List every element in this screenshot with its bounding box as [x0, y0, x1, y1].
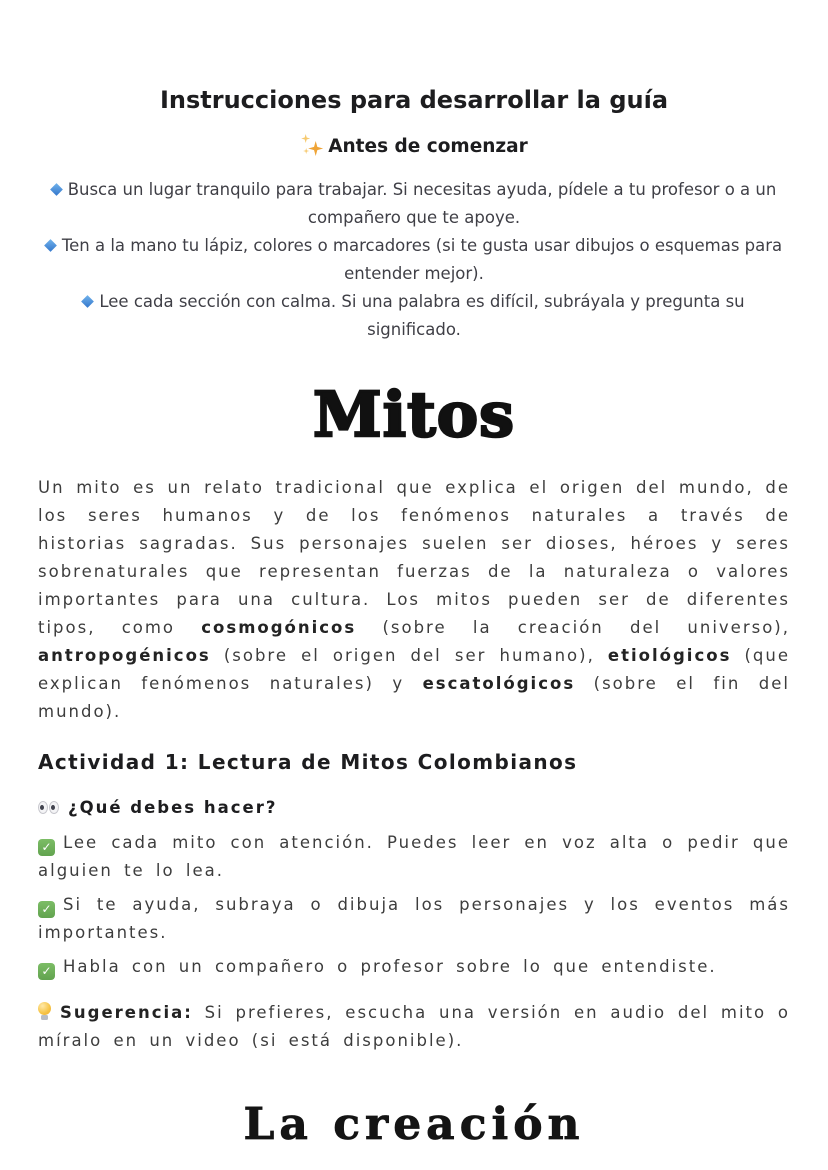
sparkle-star-big — [308, 141, 323, 156]
instruction-item — [38, 232, 790, 288]
task-text: Si te ayuda, subraya o dibuja los personajes y los eventos más importantes. — [38, 895, 790, 942]
task-item — [38, 953, 790, 981]
question-text: ¿Qué debes hacer? — [68, 798, 278, 817]
story-heading: La creación — [243, 1099, 585, 1150]
term-escatologicos: escatológicos — [422, 674, 576, 693]
instruction-item — [38, 176, 790, 232]
instruction-text: Busca un lugar tranquilo para trabajar. Si necesitas ayuda, pídele a tu profesor o a un compañero que te apoye. — [67, 180, 777, 227]
diamond-bullet-icon — [44, 239, 57, 252]
paragraph-segment: (sobre el origen del ser humano), — [210, 646, 608, 665]
instruction-item — [38, 288, 790, 344]
subtitle-text: Antes de comenzar — [328, 136, 528, 157]
suggestion-text: Si prefieres, escucha una versión en audio del mito o míralo en un video (si está disponible). — [38, 1003, 790, 1050]
sparkle-icon — [300, 134, 324, 156]
paragraph-segment: Un mito es un relato tradicional que explica el origen del mundo, de los seres humanos y de los fenómenos naturales a través de historias sagradas. Sus personajes suelen ser dioses, héroes y seres sobrenaturales que representan fuerzas de la naturaleza o valores importantes para una cultura. Los mitos pueden ser de diferentes tipos, como — [38, 478, 790, 637]
check-icon: ✓ — [38, 839, 55, 856]
term-etiologicos: etiológicos — [607, 646, 732, 665]
instruction-text: Ten a la mano tu lápiz, colores o marcadores (si te gusta usar dibujos o esquemas para entender mejor). — [61, 236, 783, 283]
activity-heading: Actividad 1: Lectura de Mitos Colombianos — [38, 750, 578, 774]
check-icon: ✓ — [38, 901, 55, 918]
sparkle-star-small — [301, 134, 310, 143]
term-antropogenicos: antropogénicos — [38, 646, 211, 665]
page-title: Instrucciones para desarrollar la guía — [159, 86, 669, 114]
lightbulb-globe — [38, 1002, 51, 1015]
lightbulb-icon — [38, 1002, 51, 1021]
myth-definition-paragraph — [38, 474, 790, 726]
check-icon: ✓ — [38, 963, 55, 980]
task-item — [38, 891, 790, 947]
sparkle-star-tiny — [303, 148, 309, 154]
eye-right — [49, 801, 59, 814]
instruction-text: Lee cada sección con calma. Si una palabra es difícil, subráyala y pregunta su significado. — [99, 292, 745, 339]
paragraph-segment: (sobre el fin del mundo). — [38, 674, 791, 721]
task-list — [38, 829, 790, 981]
task-text: Habla con un compañero o profesor sobre lo que entendiste. — [63, 957, 717, 976]
lightbulb-base — [41, 1015, 48, 1020]
suggestion-note — [38, 999, 790, 1055]
suggestion-label: Sugerencia: — [60, 1003, 193, 1022]
eyes-icon — [38, 797, 60, 821]
paragraph-segment: (sobre la creación del universo), — [356, 618, 790, 637]
question-heading — [38, 796, 790, 821]
before-start-subtitle — [0, 134, 828, 160]
task-text: Lee cada mito con atención. Puedes leer en voz alta o pedir que alguien te lo lea. — [38, 833, 790, 880]
eye-left — [38, 801, 48, 814]
instructions-list — [38, 176, 790, 344]
task-item — [38, 829, 790, 885]
paragraph-segment: (que explican fenómenos naturales) y — [38, 646, 791, 693]
diamond-bullet-icon — [50, 183, 63, 196]
term-cosmogonicos: cosmogónicos — [201, 618, 357, 637]
mitos-heading: Mitos — [312, 378, 516, 451]
diamond-bullet-icon — [82, 295, 95, 308]
